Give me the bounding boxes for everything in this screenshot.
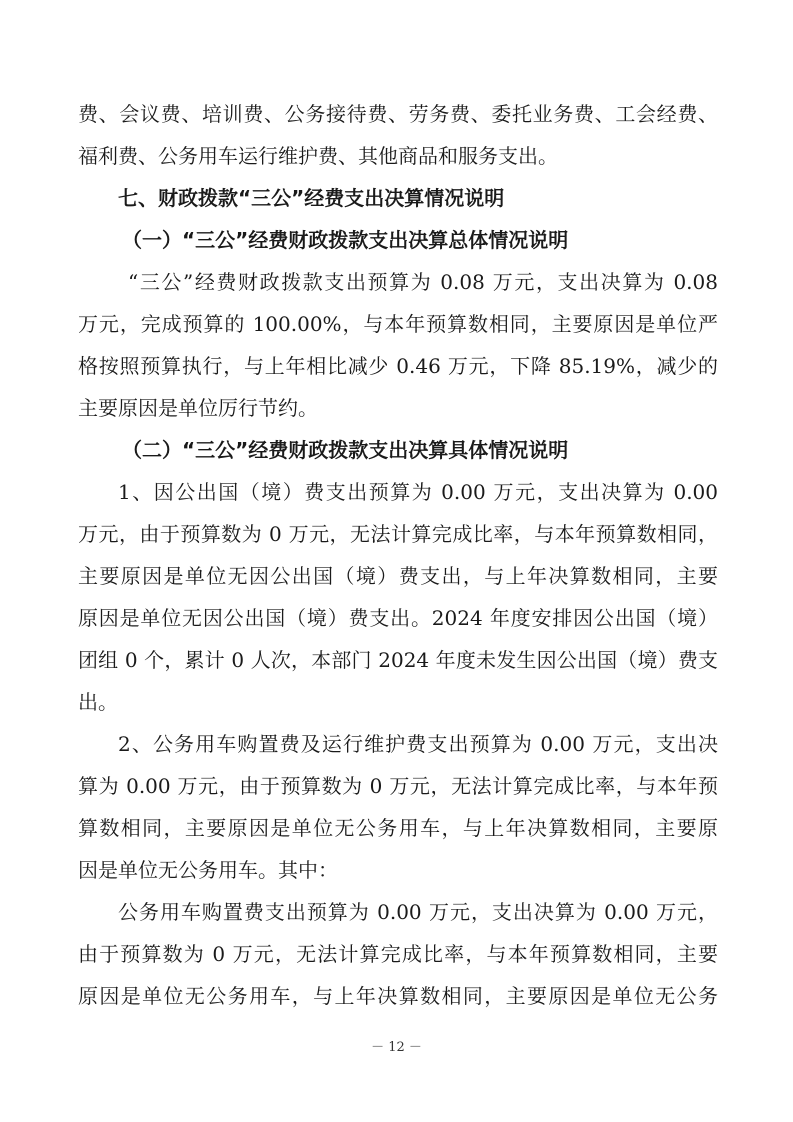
paragraph-line: 出。 — [78, 690, 118, 714]
paragraph-line: 福利费、公务用车运行维护费、其他商品和服务支出。 — [78, 144, 558, 168]
paragraph-line: 1、因公出国（境）费支出预算为 0.00 万元，支出决算为 0.00 — [118, 480, 718, 504]
paragraph-line: “三公”经费财政拨款支出预算为 0.08 万元，支出决算为 0.08 — [128, 270, 718, 294]
paragraph-line: 主要原因是单位无因公出国（境）费支出，与上年决算数相同，主要 — [78, 564, 718, 588]
paragraph-line: 费、会议费、培训费、公务接待费、劳务费、委托业务费、工会经费、 — [78, 102, 718, 126]
paragraph-line: 因是单位无公务用车。其中： — [78, 858, 338, 882]
paragraph-line: 原因是单位无因公出国（境）费支出。2024 年度安排因公出国（境） — [78, 606, 718, 630]
paragraph-line: 万元，由于预算数为 0 万元，无法计算完成比率，与本年预算数相同， — [78, 522, 718, 546]
paragraph-line: 万元，完成预算的 100.00%，与本年预算数相同，主要原因是单位严 — [78, 312, 718, 336]
paragraph-line: 算数相同，主要原因是单位无公务用车，与上年决算数相同，主要原 — [78, 816, 718, 840]
paragraph-line: 原因是单位无公务用车，与上年决算数相同，主要原因是单位无公务 — [78, 984, 718, 1008]
subsection-heading: （一）“三公”经费财政拨款支出决算总体情况说明 — [122, 228, 569, 252]
paragraph-line: 算为 0.00 万元，由于预算数为 0 万元，无法计算完成比率，与本年预 — [78, 774, 718, 798]
paragraph-line: 格按照预算执行，与上年相比减少 0.46 万元，下降 85.19%，减少的 — [78, 354, 718, 378]
page-number: － 12 － — [371, 1040, 422, 1055]
paragraph-line: 团组 0 个，累计 0 人次，本部门 2024 年度未发生因公出国（境）费支 — [78, 648, 718, 672]
page-body — [78, 93, 718, 1017]
paragraph-line: 由于预算数为 0 万元，无法计算完成比率，与本年预算数相同，主要 — [78, 942, 718, 966]
paragraph-line: 2、公务用车购置费及运行维护费支出预算为 0.00 万元，支出决 — [118, 732, 718, 756]
subsection-heading: （二）“三公”经费财政拨款支出决算具体情况说明 — [122, 438, 569, 462]
paragraph-line: 公务用车购置费支出预算为 0.00 万元，支出决算为 0.00 万元， — [118, 900, 718, 924]
section-heading: 七、财政拨款“三公”经费支出决算情况说明 — [118, 186, 505, 210]
paragraph-line: 主要原因是单位厉行节约。 — [78, 396, 318, 420]
